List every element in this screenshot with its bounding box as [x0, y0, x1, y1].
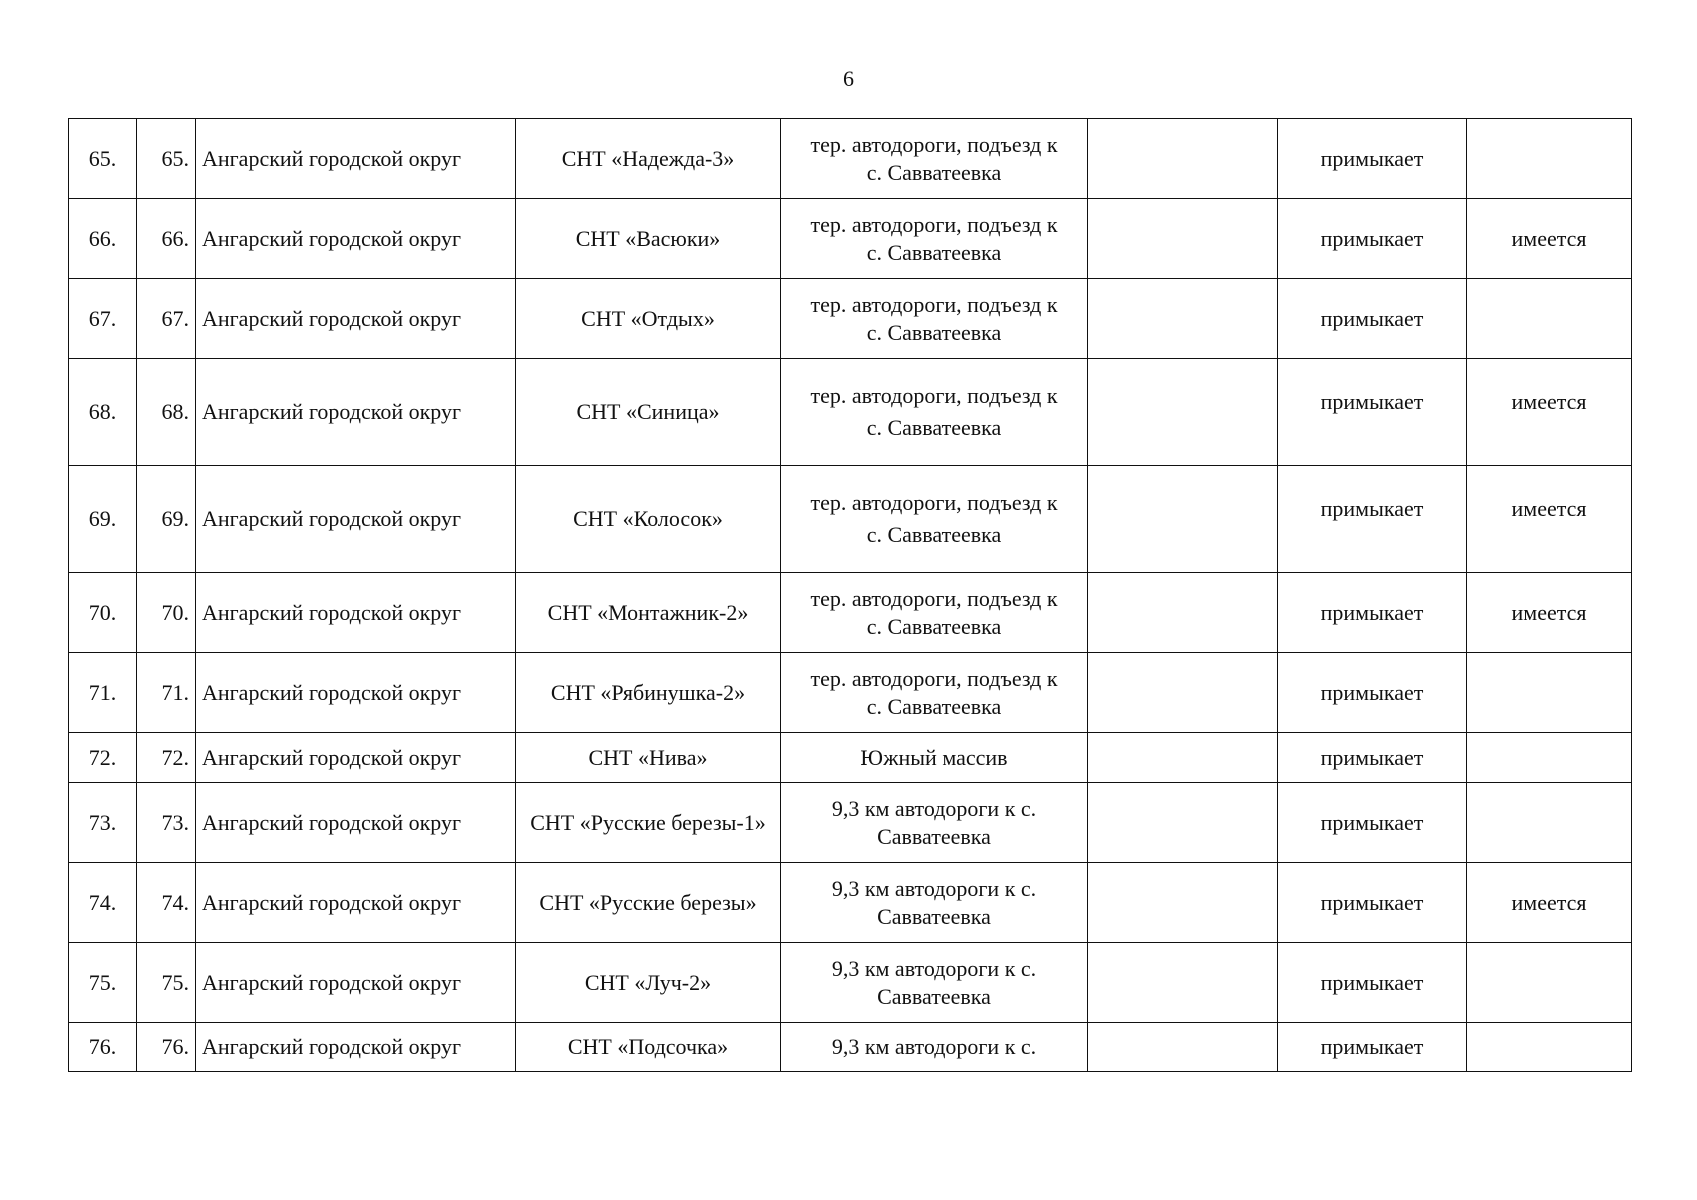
- municipality-cell: Ангарский городской округ: [196, 359, 516, 466]
- table-row: [69, 783, 1632, 863]
- location-line-1: 9,3 км автодороги к с.: [831, 955, 1037, 981]
- table-row: [69, 466, 1632, 573]
- municipality-cell: Ангарский городской округ: [196, 783, 516, 863]
- row-index: 70.: [137, 573, 196, 653]
- snt-name-cell: СНТ «Отдых»: [516, 279, 781, 359]
- snt-registry-table: [68, 118, 1632, 1072]
- location-cell: [781, 1023, 1088, 1072]
- municipality-cell: Ангарский городской округ: [196, 863, 516, 943]
- availability-cell: имеется: [1467, 466, 1632, 573]
- snt-name-cell: СНТ «Луч-2»: [516, 943, 781, 1023]
- snt-name-cell: СНТ «Рябинушка-2»: [516, 653, 781, 733]
- adjacency-cell: примыкает: [1278, 653, 1467, 733]
- row-index: 73.: [137, 783, 196, 863]
- empty-cell: [1088, 573, 1278, 653]
- row-number: 66.: [69, 199, 137, 279]
- municipality-cell: Ангарский городской округ: [196, 573, 516, 653]
- location-line-1: тер. автодороги, подъезд к: [810, 291, 1058, 317]
- snt-name-cell: СНТ «Синица»: [516, 359, 781, 466]
- availability-cell: [1467, 279, 1632, 359]
- snt-name-cell: СНТ «Подсочка»: [516, 1023, 781, 1072]
- adjacency-cell: примыкает: [1278, 573, 1467, 653]
- location-line-1: тер. автодороги, подъезд к: [810, 131, 1058, 157]
- municipality-cell: Ангарский городской округ: [196, 279, 516, 359]
- empty-cell: [1088, 863, 1278, 943]
- table-row: [69, 199, 1632, 279]
- snt-name-cell: СНТ «Нива»: [516, 733, 781, 783]
- availability-cell: [1467, 653, 1632, 733]
- location-cell: [781, 119, 1088, 199]
- location-line-1: тер. автодороги, подъезд к: [810, 665, 1058, 691]
- location-cell: [781, 783, 1088, 863]
- availability-cell: имеется: [1467, 863, 1632, 943]
- location-line-2: с. Савватеевка: [866, 239, 1002, 265]
- location-cell: [781, 466, 1088, 573]
- adjacency-cell: примыкает: [1278, 359, 1467, 466]
- row-number: 70.: [69, 573, 137, 653]
- municipality-cell: Ангарский городской округ: [196, 653, 516, 733]
- availability-cell: [1467, 943, 1632, 1023]
- location-line-2: Савватеевка: [877, 823, 991, 849]
- location-cell: [781, 733, 1088, 783]
- availability-cell: [1467, 119, 1632, 199]
- empty-cell: [1088, 279, 1278, 359]
- municipality-cell: Ангарский городской округ: [196, 199, 516, 279]
- location-cell: [781, 653, 1088, 733]
- table-row: [69, 1023, 1632, 1072]
- snt-name-cell: СНТ «Надежда-3»: [516, 119, 781, 199]
- table-row: [69, 279, 1632, 359]
- table-row: [69, 573, 1632, 653]
- adjacency-cell: примыкает: [1278, 466, 1467, 573]
- snt-name-cell: СНТ «Русские березы-1»: [516, 783, 781, 863]
- empty-cell: [1088, 359, 1278, 466]
- row-index: 69.: [137, 466, 196, 573]
- location-line-1: 9,3 км автодороги к с.: [831, 1034, 1037, 1059]
- table-row: [69, 119, 1632, 199]
- empty-cell: [1088, 943, 1278, 1023]
- location-line-1: тер. автодороги, подъезд к: [810, 383, 1058, 408]
- row-index: 76.: [137, 1023, 196, 1072]
- row-index: 75.: [137, 943, 196, 1023]
- municipality-cell: Ангарский городской округ: [196, 1023, 516, 1072]
- row-number: 75.: [69, 943, 137, 1023]
- row-number: 71.: [69, 653, 137, 733]
- empty-cell: [1088, 653, 1278, 733]
- availability-cell: имеется: [1467, 199, 1632, 279]
- table-row: [69, 943, 1632, 1023]
- municipality-cell: Ангарский городской округ: [196, 943, 516, 1023]
- row-number: 69.: [69, 466, 137, 573]
- location-line-2: с. Савватеевка: [866, 693, 1002, 719]
- empty-cell: [1088, 466, 1278, 573]
- row-number: 76.: [69, 1023, 137, 1072]
- adjacency-cell: примыкает: [1278, 733, 1467, 783]
- location-line-2: Савватеевка: [877, 983, 991, 1009]
- snt-name-cell: СНТ «Русские березы»: [516, 863, 781, 943]
- municipality-cell: Ангарский городской округ: [196, 466, 516, 573]
- location-line-2: с. Савватеевка: [866, 159, 1002, 185]
- availability-cell: [1467, 1023, 1632, 1072]
- location-line-2: с. Савватеевка: [866, 319, 1002, 345]
- location-line-1: тер. автодороги, подъезд к: [810, 211, 1058, 237]
- adjacency-cell: примыкает: [1278, 783, 1467, 863]
- empty-cell: [1088, 119, 1278, 199]
- adjacency-cell: примыкает: [1278, 943, 1467, 1023]
- empty-cell: [1088, 733, 1278, 783]
- empty-cell: [1088, 1023, 1278, 1072]
- row-number: 73.: [69, 783, 137, 863]
- location-cell: [781, 359, 1088, 466]
- availability-cell: имеется: [1467, 359, 1632, 466]
- empty-cell: [1088, 199, 1278, 279]
- row-index: 67.: [137, 279, 196, 359]
- row-index: 72.: [137, 733, 196, 783]
- location-line-2: с. Савватеевка: [866, 415, 1002, 440]
- adjacency-cell: примыкает: [1278, 119, 1467, 199]
- location-line-1: Южный массив: [860, 744, 1008, 770]
- row-index: 66.: [137, 199, 196, 279]
- adjacency-cell: примыкает: [1278, 199, 1467, 279]
- location-line-1: 9,3 км автодороги к с.: [831, 875, 1037, 901]
- row-number: 67.: [69, 279, 137, 359]
- row-index: 65.: [137, 119, 196, 199]
- availability-cell: [1467, 733, 1632, 783]
- row-number: 74.: [69, 863, 137, 943]
- location-line-1: 9,3 км автодороги к с.: [831, 795, 1037, 821]
- table-row: [69, 653, 1632, 733]
- location-line-2: с. Савватеевка: [866, 522, 1002, 547]
- row-index: 71.: [137, 653, 196, 733]
- location-line-1: тер. автодороги, подъезд к: [810, 490, 1058, 515]
- table-row: [69, 359, 1632, 466]
- row-index: 74.: [137, 863, 196, 943]
- location-cell: [781, 863, 1088, 943]
- row-index: 68.: [137, 359, 196, 466]
- municipality-cell: Ангарский городской округ: [196, 733, 516, 783]
- row-number: 68.: [69, 359, 137, 466]
- snt-name-cell: СНТ «Монтажник-2»: [516, 573, 781, 653]
- page-number: 6: [843, 66, 854, 91]
- location-cell: [781, 573, 1088, 653]
- table-row: [69, 733, 1632, 783]
- table-row: [69, 863, 1632, 943]
- snt-name-cell: СНТ «Васюки»: [516, 199, 781, 279]
- row-number: 72.: [69, 733, 137, 783]
- location-line-1: тер. автодороги, подъезд к: [810, 585, 1058, 611]
- location-line-2: с. Савватеевка: [866, 613, 1002, 639]
- location-cell: [781, 199, 1088, 279]
- availability-cell: имеется: [1467, 573, 1632, 653]
- municipality-cell: Ангарский городской округ: [196, 119, 516, 199]
- location-cell: [781, 943, 1088, 1023]
- adjacency-cell: примыкает: [1278, 863, 1467, 943]
- adjacency-cell: примыкает: [1278, 1023, 1467, 1072]
- snt-name-cell: СНТ «Колосок»: [516, 466, 781, 573]
- availability-cell: [1467, 783, 1632, 863]
- row-number: 65.: [69, 119, 137, 199]
- empty-cell: [1088, 783, 1278, 863]
- adjacency-cell: примыкает: [1278, 279, 1467, 359]
- location-line-2: Савватеевка: [877, 903, 991, 929]
- location-cell: [781, 279, 1088, 359]
